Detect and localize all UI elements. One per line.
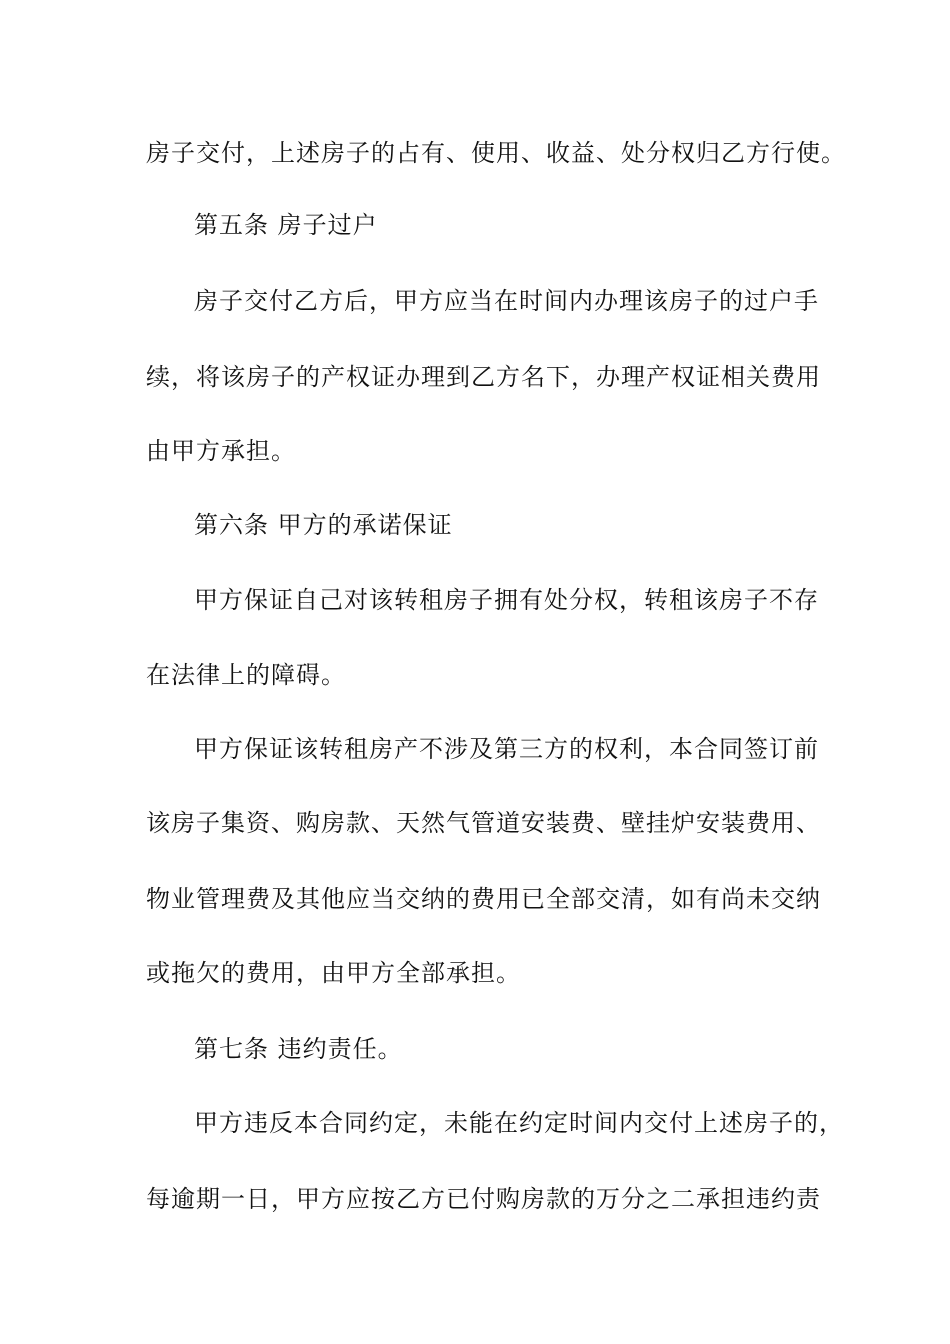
article-heading-6: 第六条 甲方的承诺保证 bbox=[194, 511, 453, 539]
paragraph-line: 甲方保证该转租房产不涉及第三方的权利，本合同签订前 bbox=[194, 735, 819, 763]
paragraph-line: 续，将该房子的产权证办理到乙方名下，办理产权证相关费用 bbox=[146, 363, 821, 391]
paragraph-line: 或拖欠的费用，由甲方全部承担。 bbox=[146, 959, 521, 987]
paragraph-line: 物业管理费及其他应当交纳的费用已全部交清，如有尚未交纳 bbox=[146, 885, 821, 913]
paragraph-line: 每逾期一日，甲方应按乙方已付购房款的万分之二承担违约责 bbox=[146, 1185, 821, 1213]
article-heading-5: 第五条 房子过户 bbox=[194, 211, 378, 239]
paragraph-line: 甲方保证自己对该转租房子拥有处分权，转租该房子不存 bbox=[194, 586, 819, 614]
article-heading-7: 第七条 违约责任。 bbox=[194, 1035, 403, 1063]
paragraph-line: 在法律上的障碍。 bbox=[146, 661, 346, 689]
paragraph-line: 甲方违反本合同约定，未能在约定时间内交付上述房子的， bbox=[194, 1109, 844, 1137]
paragraph-line: 房子交付，上述房子的占有、使用、收益、处分权归乙方行使。 bbox=[146, 139, 846, 167]
paragraph-line: 由甲方承担。 bbox=[146, 437, 296, 465]
paragraph-line: 该房子集资、购房款、天然气管道安装费、壁挂炉安装费用、 bbox=[146, 809, 821, 837]
paragraph-line: 房子交付乙方后，甲方应当在时间内办理该房子的过户手 bbox=[194, 287, 819, 315]
